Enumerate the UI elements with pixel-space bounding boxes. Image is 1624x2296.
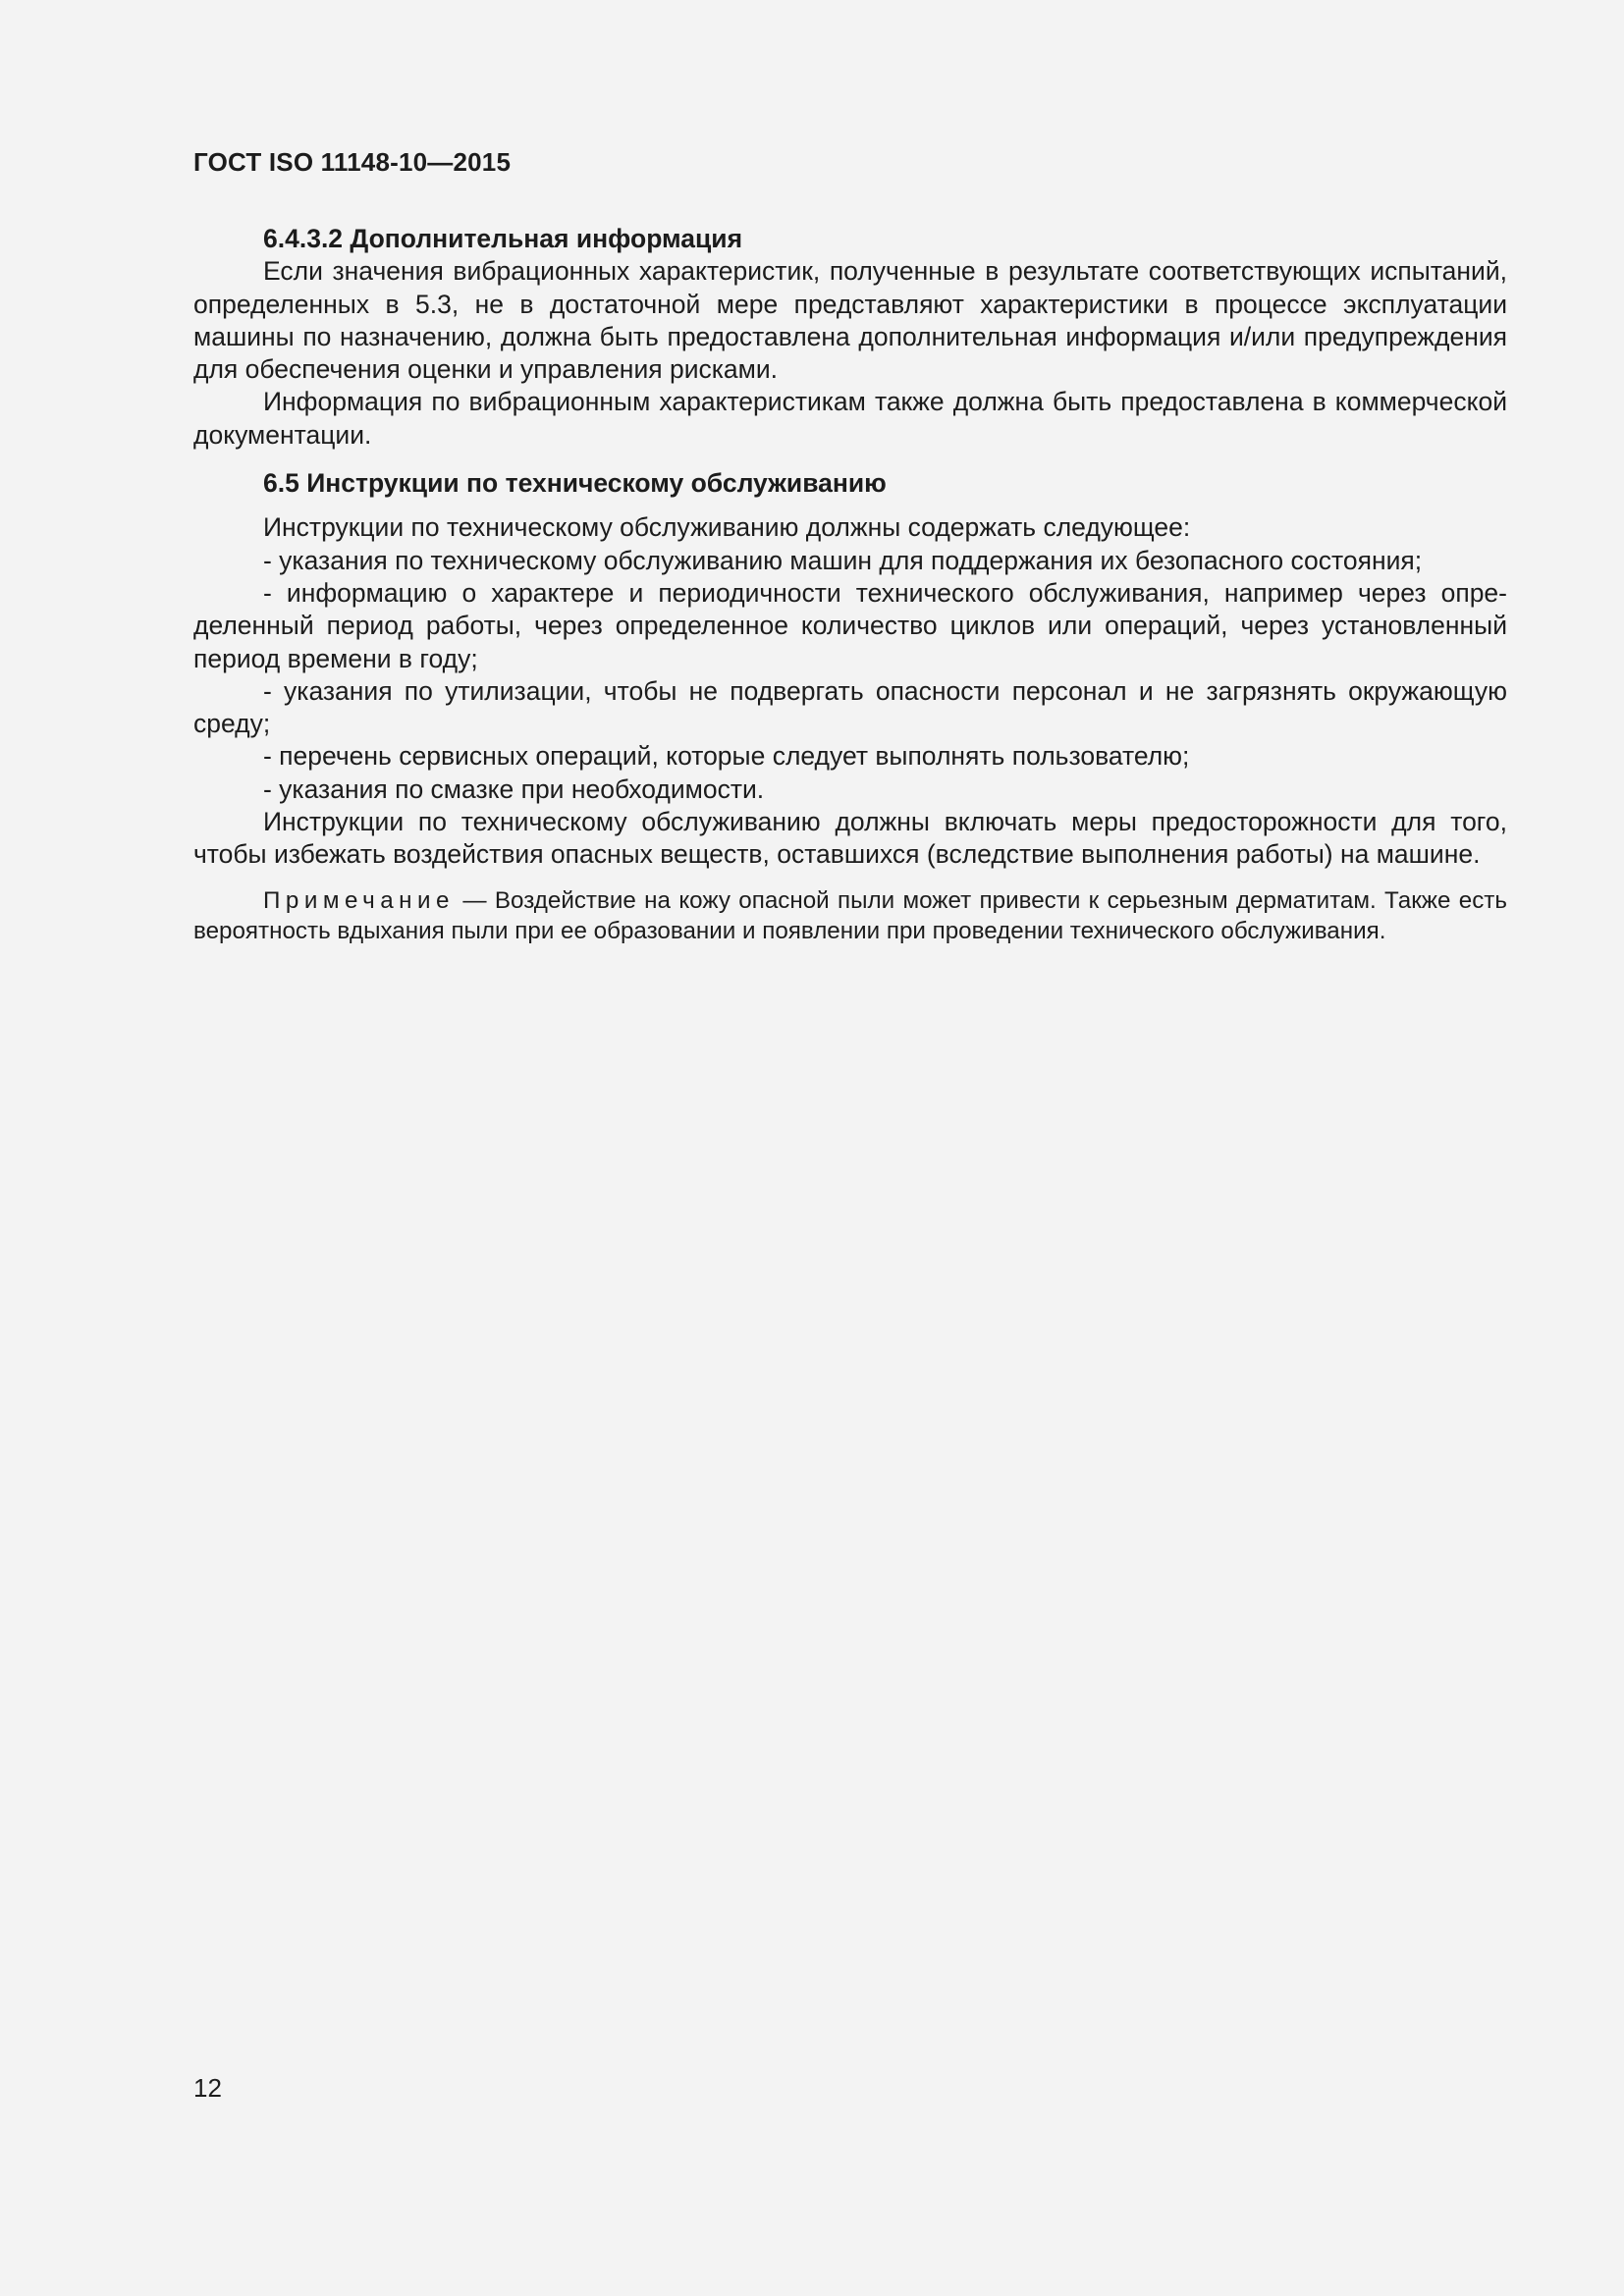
document-page [193,0,1507,2296]
list-item: - указания по утилизации, чтобы не подвергать опасности персонал и не загрязнять окружающую среду; [193,675,1507,739]
document-body [193,223,1507,947]
paragraph: Информация по вибрационным характеристикам также должна быть предоставлена в коммерческой документации. [193,387,1507,450]
paragraph: Инструкции по техническому обслуживанию должны содержать следующее: [263,512,1191,543]
section-heading-6-5: 6.5 Инструкции по техническому обслуживанию [263,468,887,499]
section-heading-6-4-3-2: 6.4.3.2 Дополнительная информация [263,224,743,253]
paragraph: Инструкции по техническому обслуживанию должны включать меры предосторожности для того, чтобы избежать воздействия опасных веществ, оставшихся (вследствие выполнения работы) на машине. [193,807,1507,870]
note [193,885,1507,947]
list-item: - указания по техническому обслуживанию машин для поддержания их безопасного состояния; [263,545,1423,575]
note-label: Примечание [263,886,455,914]
list-item: - указания по смазке при необходимости. [263,774,765,804]
page-number: 12 [193,2073,222,2103]
list-item: - информацию о характере и периодичности технического обслуживания, например через определенный период работы, через определенное количество циклов или операций, через установленный период времени в году; [193,577,1507,673]
list-item: - перечень сервисных операций, которые следует выполнять пользователю; [263,741,1190,772]
note-text: — Воздействие на кожу опасной пыли может привести к серьезным дерматитам. Также есть вероятность вдыхания пыли при ее образовании и появлении при проведении технического обслуживания. [193,886,1507,945]
paragraph: Если значения вибрационных характеристик, полученные в результате соответствующих испытаний, определенных в 5.3, не в достаточной мере представляют характеристики в процессе эксплуатации машины по назначению, должна быть предоставлена дополнительная информация и/или предупреждения для обеспечения оценки и управления рисками. [193,256,1507,385]
document-header: ГОСТ ISO 11148-10—2015 [193,147,512,177]
